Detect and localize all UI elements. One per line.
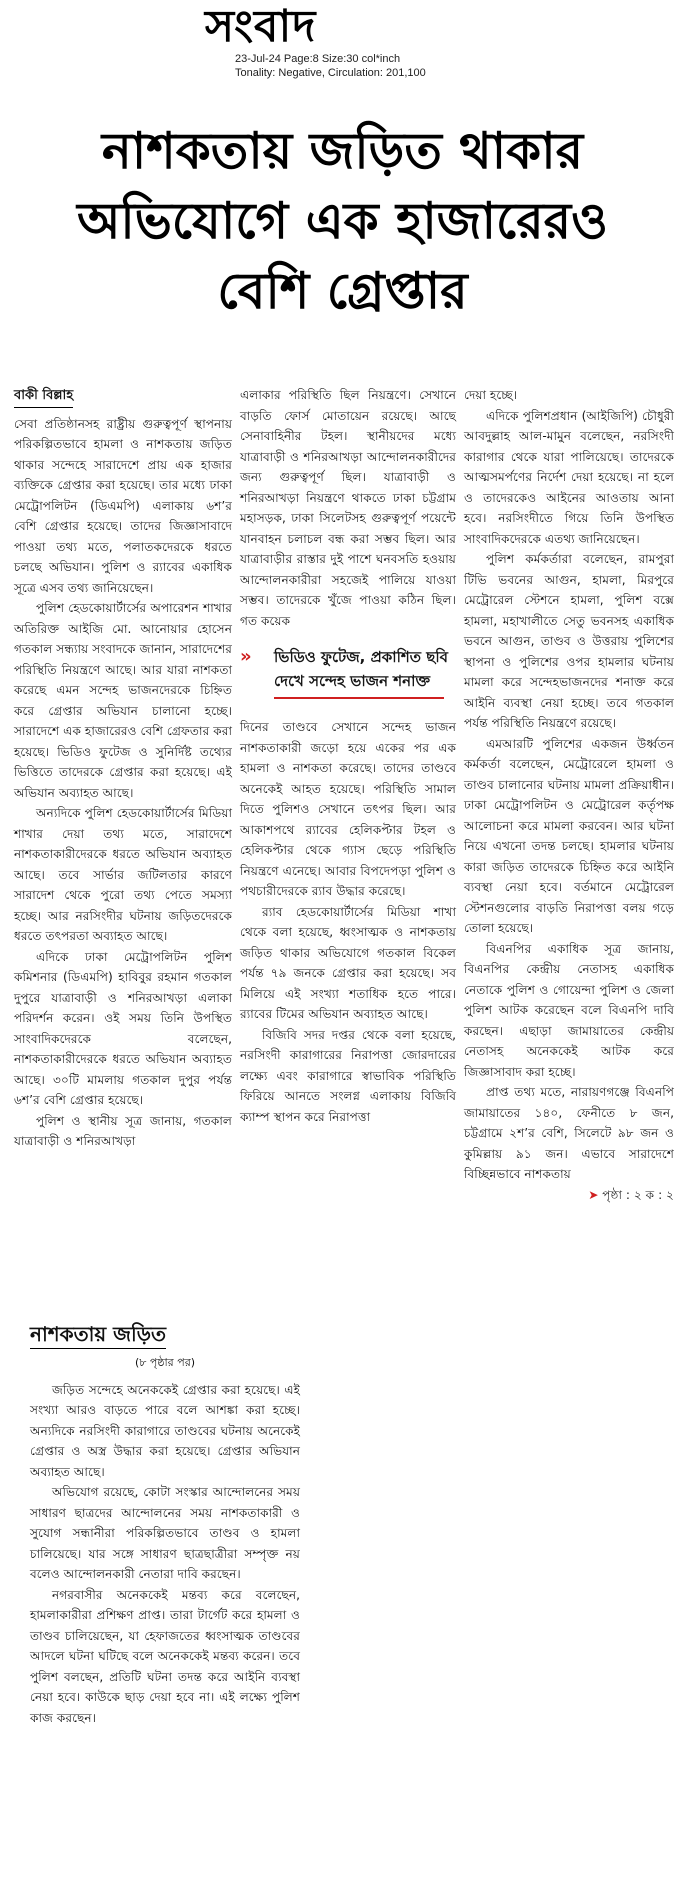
paragraph: পুলিশ ও স্থানীয় সূত্র জানায়, গতকাল যাত্রাবাড়ী ও শনিরআখড়া [14, 1113, 232, 1148]
paragraph: র‌্যাব হেডকোয়ার্টার্সের মিডিয়া শাখা থেকে বলা হয়েছে, ধ্বংসাত্মক ও নাশকতায় জড়িত থাকার অভিযোগে গতকাল বিকেল পর্যন্ত ৭৯ জনকে গ্রেপ্তার করা হয়েছে। সব মিলিয়ে এই সংখ্যা শতাধিক হতে পারে। র‌্যাবের টিমের অভিযান অব্যাহত আছে। [240, 904, 456, 1021]
paragraph: অভিযোগ রয়েছে, কোটা সংস্কার আন্দোলনের সময় সাধারণ ছাত্রদের আন্দোলনের সময় নাশকতাকারী ও সুযোগ সন্ধানীরা পরিকল্পিতভাবে তাণ্ডব ও হামলা চালিয়েছে। যার সঙ্গে সাধারণ ছাত্রছাত্রীরা সম্পৃক্ত নয় বলেও আন্দোলনকারী নেতারা দাবি করছেন। [30, 1485, 300, 1581]
pull-quote-text: ভিডিও ফুটেজ, প্রকাশিত ছবি দেখে সন্দেহ ভাজন শনাক্ত [274, 648, 448, 690]
paragraph: অন্যদিকে পুলিশ হেডকোয়ার্টার্সের মিডিয়া শাখার দেয়া তথ্য মতে, সারাদেশে নাশকতাকারীদেরকে ধরতে অভিযান অব্যাহত আছে। তবে সার্ভার জটিলতার কারণে সারাদেশ থেকে পুরো তথ্য পেতে সমস্যা হচ্ছে। আর নরসিংদীর ঘটনায় জড়িতদেরকে ধরতে তৎপরতা অব্যাহত আছে। [14, 806, 232, 943]
headline-line-3: বেশি গ্রেপ্তার [217, 262, 468, 320]
paragraph: নগরবাসীর অনেককেই মন্তব্য করে বলেছেন, হামলাকারীরা প্রশিক্ষণ প্রাপ্ত। তারা টার্গেট করে হামলা ও তাণ্ডব চালিয়েছেন, যা হেফাজতের ধ্বংসাত্মক তাণ্ডবের আদলে ঘটনা ঘটিছে বলে অনেককেই মন্তব্য করেন। তবে পুলিশ বলছেন, প্রতিটি ঘটনা তদন্ত করে আইনি ব্যবস্থা নেয়া হবে। কাউকে ছাড় দেয়া হবে না। এই লক্ষ্যে পুলিশ কাজ করছেন। [30, 1587, 300, 1725]
newspaper-logo: সংবাদ [205, 1, 317, 52]
paragraph: পুলিশ হেডকোয়ার্টার্সের অপারেশন শাখার অতিরিক্ত আইজি মো. আনোয়ার হোসেন গতকাল সন্ধ্যায় সংবাদকে জানান, সারাদেশের পরিস্থিতি নিয়ন্ত্রণে আছে। আর যারা নাশকতা করেছে এমন সন্দেহ ভাজনদেরকে চিহ্নিত করে গ্রেপ্তার অভিযান চালানো হচ্ছে। সারাদেশে এক হাজারেরও বেশি গ্রেফতার করা হয়েছে। ভিডিও ফুটেজ ও সুনির্দিষ্ট তথ্যের ভিত্তিতে তাদেরকে গ্রেপ্তার করা হয়েছে। এই অভিযান অব্যাহত আছে। [14, 601, 232, 800]
continuation-block [30, 1320, 300, 1728]
continuation-title: নাশকতায় জড়িত [30, 1320, 166, 1349]
double-chevron-right-icon: » [240, 646, 252, 667]
byline: বাকী বিল্লাহ [14, 386, 73, 408]
article-column-1 [14, 385, 232, 1152]
paragraph: দেয়া হচ্ছে। [464, 388, 518, 402]
paragraph: জড়িত সন্দেহে অনেককেই গ্রেপ্তার করা হয়েছে। এই সংখ্যা আরও বাড়তে পারে বলে আশঙ্কা করা হচ্ছে। অন্যদিকে নরসিংদী কারাগারে তাণ্ডবের ঘটনায় অনেকেই গ্রেপ্তার ও অস্ত্র উদ্ধার করা হয়েছে। গ্রেপ্তার অভিযান অব্যাহত আছে। [30, 1382, 300, 1479]
pull-quote-underline [274, 697, 444, 699]
paragraph: এদিকে ঢাকা মেট্রোপলিটন পুলিশ কমিশনার (ডিএমপি) হাবিবুর রহমান গতকাল দুপুরে যাত্রাবাড়ী ও শনিরআখড়া এলাকা পরিদর্শন করেন। ওই সময় তিনি উপস্থিত সাংবাদিকদেরকে বলেছেন, নাশকতাকারীদেরকে ধরতে অভিযান অব্যাহত আছে। ৩০টি মামলায় গতকাল দুপুর পর্যন্ত ৬শ’র বেশি গ্রেপ্তার হয়েছে। [14, 949, 232, 1107]
masthead [0, 0, 685, 92]
clipping-meta [235, 52, 426, 80]
page-reference-text: পৃষ্ঠা : ২ ক : ২ [602, 1187, 674, 1202]
paragraph: এদিকে পুলিশপ্রধান (আইজিপি) চৌধুরী আবদুল্লাহ আল-মামুন বলেছেন, নরসিংদী কারাগার থেকে যারা পালিয়েছে। তাদেরকে আত্মসমর্পণের নির্দেশ দেয়া হয়েছে। না হলে ও তাদেরকেও আইনের আওতায় আনা হবে। নরসিংদীতে গিয়ে তিনি উপস্থিত সাংবাদিকদেরকে এতথ্য জানিয়েছেন। [464, 408, 674, 546]
article-column-2 [240, 385, 456, 1127]
headline-line-1: নাশকতায় জড়িত থাকার [101, 122, 584, 180]
paragraph: বিজিবি সদর দপ্তর থেকে বলা হয়েছে, নরসিংদী কারাগারের নিরাপত্তা জোরদারের লক্ষ্যে এবং কারাগারে স্বাভাবিক পরিস্থিতি ফিরিয়ে আনতে সংলগ্ন এলাকায় বিজিবি ক্যাম্প স্থাপন করে নিরাপত্তা [240, 1027, 456, 1124]
paragraph: প্রাপ্ত তথ্য মতে, নারায়ণগঞ্জে বিএনপি জামায়াতের ১৪০, ফেনীতে ৮ জন, চট্টগ্রামে ২শ’র বেশি, সিলেটে ৯৮ জন ও কুমিল্লায় ৯১ জন। এভাবে সারাদেশে বিচ্ছিন্নভাবে নাশকতায় [464, 1085, 674, 1181]
article-column-3 [464, 385, 674, 1205]
paragraph: পুলিশ কর্মকর্তারা বলেছেন, রামপুরা টিভি ভবনের আগুন, হামলা, মিরপুরে মেট্রোরেল স্টেশনে হামলা, পুলিশ বক্সে হামলা, মহাখালীতে সেতু ভবনসহ একাধিক ভবনে আগুন, তাণ্ডব ও উত্তরায় পুলিশের স্থাপনা ও পুলিশের ওপর হামলার ঘটনায় মামলা করে সন্দেহভাজনদের শনাক্ত করে আইনি ব্যবস্থা নেয়া হচ্ছে। তবে গতকাল পর্যন্ত পরিস্থিতি নিয়ন্ত্রণে রয়েছে। [464, 552, 674, 730]
paragraph: সেবা প্রতিষ্ঠানসহ রাষ্ট্রীয় গুরুত্বপূর্ণ স্থাপনায় পরিকল্পিতভাবে হামলা ও নাশকতায় জড়িত থাকার সন্দেহে সারাদেশে প্রায় এক হাজার ব্যক্তিকে গ্রেপ্তার করা হয়েছে। তার মধ্যে ঢাকা মেট্রোপলিটন (ডিএমপি) এলাকায় ৬শ’র বেশি গ্রেপ্তার হয়েছে। তাদের জিজ্ঞাসাবাদে পাওয়া তথ্য মতে, পলাতকদেরকে ধরতে চলছে অভিযান। পুলিশ ও র‌্যাবের একাধিক সূত্রে এসব তথ্য জানিয়েছেন। [14, 416, 232, 595]
paragraph: বিএনপির একাধিক সূত্র জানায়, বিএনপির কেন্দ্রীয় নেতাসহ একাধিক নেতাকে পুলিশ ও গোয়েন্দা পুলিশ ও জেলা পুলিশ আটক করেছেন বলে বিএনপি দাবি করছেন। এছাড়া জামায়াতের কেন্দ্রীয় নেতাসহ অনেককেই আটক করে জিজ্ঞাসাবাদ করা হচ্ছে। [464, 941, 674, 1079]
meta-tonality: Tonality: Negative, Circulation: 201,100 [235, 67, 426, 79]
continuation-subtitle: (৮ পৃষ্ঠার পর) [134, 1356, 196, 1369]
headline [0, 116, 685, 326]
meta-date-size: 23-Jul-24 Page:8 Size:30 col*inch [235, 53, 401, 65]
arrow-right-icon: ➤ [588, 1187, 599, 1202]
page-reference [464, 1185, 674, 1206]
paragraph: এমআরটি পুলিশের একজন উর্ধ্বতন কর্মকর্তা বলেছেন, মেট্রোরেলে হামলা ও তাণ্ডব চালানোর ঘটনায় মামলা প্রক্রিয়াধীন। ঢাকা মেট্রোপলিটন ও মেট্রোরেল কর্তৃপক্ষ আলোচনা করে মামলা করবেন। আর ঘটনা নিয়ে এখনো তদন্ত চলছে। হামলার ঘটনায় কারা জড়িত তাদেরকে চিহ্নিত করে আইনি ব্যবস্থা নেয়া হবে। বর্তমানে মেট্রোরেল স্টেশনগুলোর বাড়তি নিরাপত্তা বলয় গড়ে তোলা হয়েছে। [464, 736, 674, 935]
paragraph: দিনের তাণ্ডবে সেখানে সন্দেহ ভাজন নাশকতাকারী জড়ো হয়ে একের পর এক হামলা ও নাশকতা করেছে। তাদের তাণ্ডবে অনেকেই আহত হয়েছে। পরিস্থিতি সামাল দিতে পুলিশও সেখানে তৎপর ছিল। আর আকাশপথে র‌্যাবের হেলিকপ্টার টহল ও হেলিকপ্টার থেকে গ্যাস ছেড়ে পরিস্থিতি নিয়ন্ত্রণে এনেছে। আবার বিপদেপড়া পুলিশ ও পথচারীদেরকে র‌্যাব উদ্ধার করেছে। [240, 720, 456, 898]
pull-quote [240, 645, 456, 699]
paragraph: এলাকার পরিস্থিতি ছিল নিয়ন্ত্রণে। সেখানে বাড়তি ফোর্স মোতায়েন রয়েছে। আছে সেনাবাহিনীর টহল। স্থানীয়দের মধ্যে যাত্রাবাড়ী ও শনিরআখড়া আন্দোলনকারীদের জন্য গুরুত্বপূর্ণ ছিল। যাত্রাবাড়ী ও শনিরআখড়া নিয়ন্ত্রণে থাকতে ঢাকা চট্টগ্রাম মহাসড়ক, ঢাকা সিলেটসহ গুরুত্বপূর্ণ পয়েন্টে যানবাহন চলাচল বন্ধ করা সম্ভব ছিল। আর যাত্রাবাড়ীর রাস্তার দুই পাশে ঘনবসতি হওয়ায় আন্দোলনকারীরা সহজেই পালিয়ে যাওয়া সম্ভব। তাদেরকে খুঁজে পাওয়া কঠিন ছিল। গত কয়েক [240, 388, 456, 628]
headline-line-2: অভিযোগে এক হাজারেরও [77, 192, 608, 250]
